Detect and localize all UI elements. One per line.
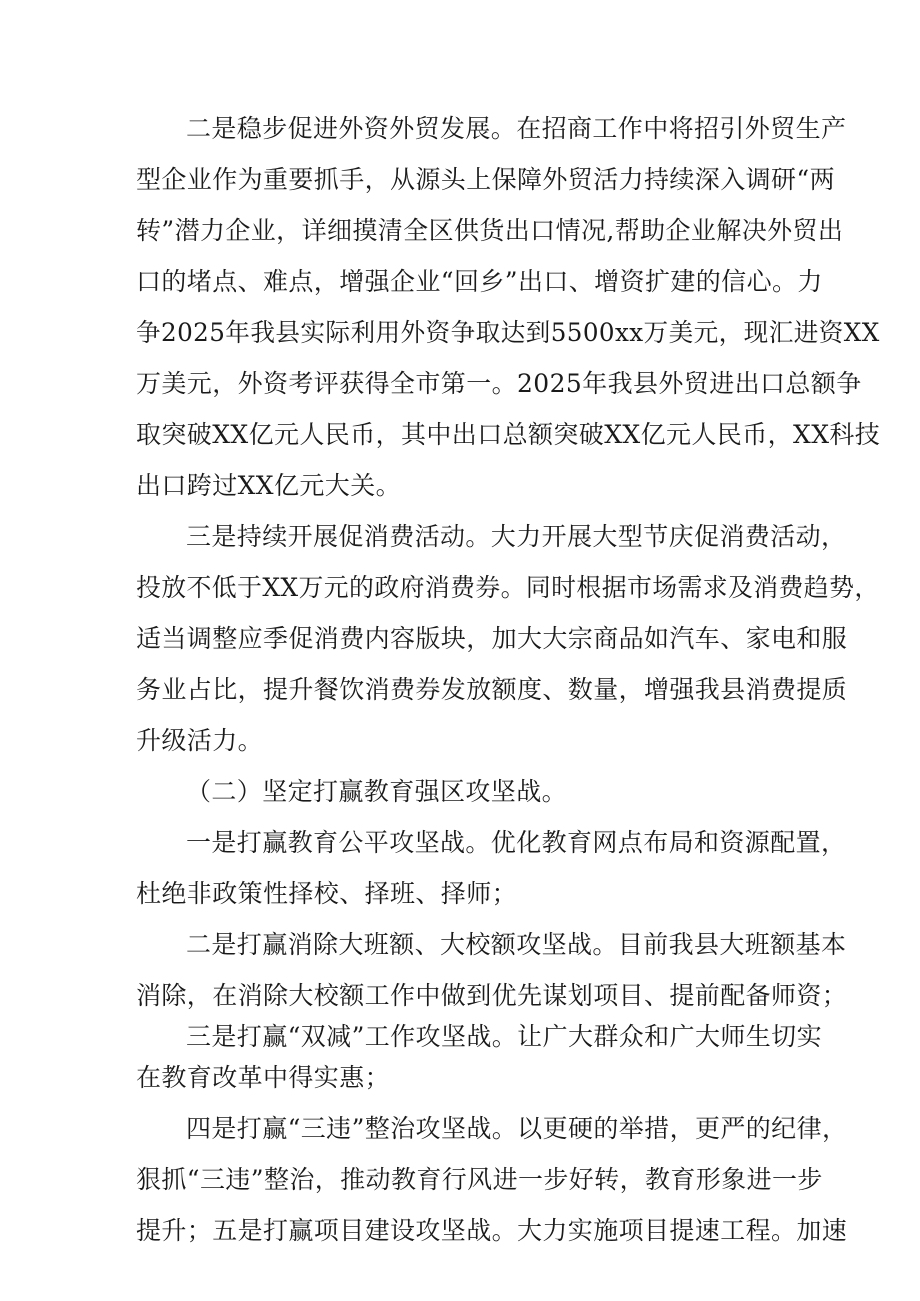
paragraph-line: 在教育改革中得实惠； [136,1063,391,1092]
paragraph-line: 二是稳步促进外资外贸发展。在招商工作中将招引外贸生产 [186,114,847,143]
paragraph-line: 消除，在消除大校额工作中做到优先谋划项目、提前配备师资； [136,981,848,1010]
paragraph-line: 转”潜力企业，详细摸清全区供货出口情况,帮助企业解决外贸出 [136,216,844,245]
paragraph-line: 杜绝非政策性择校、择班、择师； [136,879,518,908]
paragraph-line: 争2025年我县实际利用外资争取达到5500xx万美元，现汇进资XX [136,318,880,347]
paragraph-line: 三是持续开展促消费活动。大力开展大型节庆促消费活动， [186,522,847,551]
paragraph-line: 提升；五是打赢项目建设攻坚战。大力实施项目提速工程。加速 [136,1216,848,1245]
paragraph-line: 口的堵点、难点，增强企业“回乡”出口、增资扩建的信心。力 [136,267,823,296]
paragraph-line: 狠抓“三违”整治，推动教育行风进一步好转，教育形象进一步 [136,1165,823,1194]
paragraph-line: 务业占比，提升餐饮消费券发放额度、数量，增强我县消费提质 [136,675,848,704]
paragraph-line: 投放不低于XX万元的政府消费券。同时根据市场需求及消费趋势， [136,573,880,602]
paragraph-line: 升级活力。 [136,726,264,755]
paragraph-line: 型企业作为重要抓手，从源头上保障外贸活力持续深入调研“两 [136,165,835,194]
paragraph-line: 万美元，外资考评获得全市第一。2025年我县外贸进出口总额争 [136,369,862,398]
paragraph-line: 四是打赢“三违”整治攻坚战。以更硬的举措，更严的纪律， [186,1114,848,1143]
paragraph-line: 一是打赢教育公平攻坚战。优化教育网点布局和资源配置， [186,828,847,857]
paragraph-line: 三是打赢“双减”工作攻坚战。让广大群众和广大师生切实 [186,1022,822,1051]
paragraph-line: 适当调整应季促消费内容版块，加大大宗商品如汽车、家电和服 [136,624,848,653]
paragraph-line: 二是打赢消除大班额、大校额攻坚战。目前我县大班额基本 [186,930,847,959]
paragraph-line: 出口跨过XX亿元大关。 [136,471,401,500]
paragraph-line: 取突破XX亿元人民币，其中出口总额突破XX亿元人民币，XX科技 [136,420,881,449]
section-heading: （二）坚定打赢教育强区攻坚战。 [186,777,568,806]
